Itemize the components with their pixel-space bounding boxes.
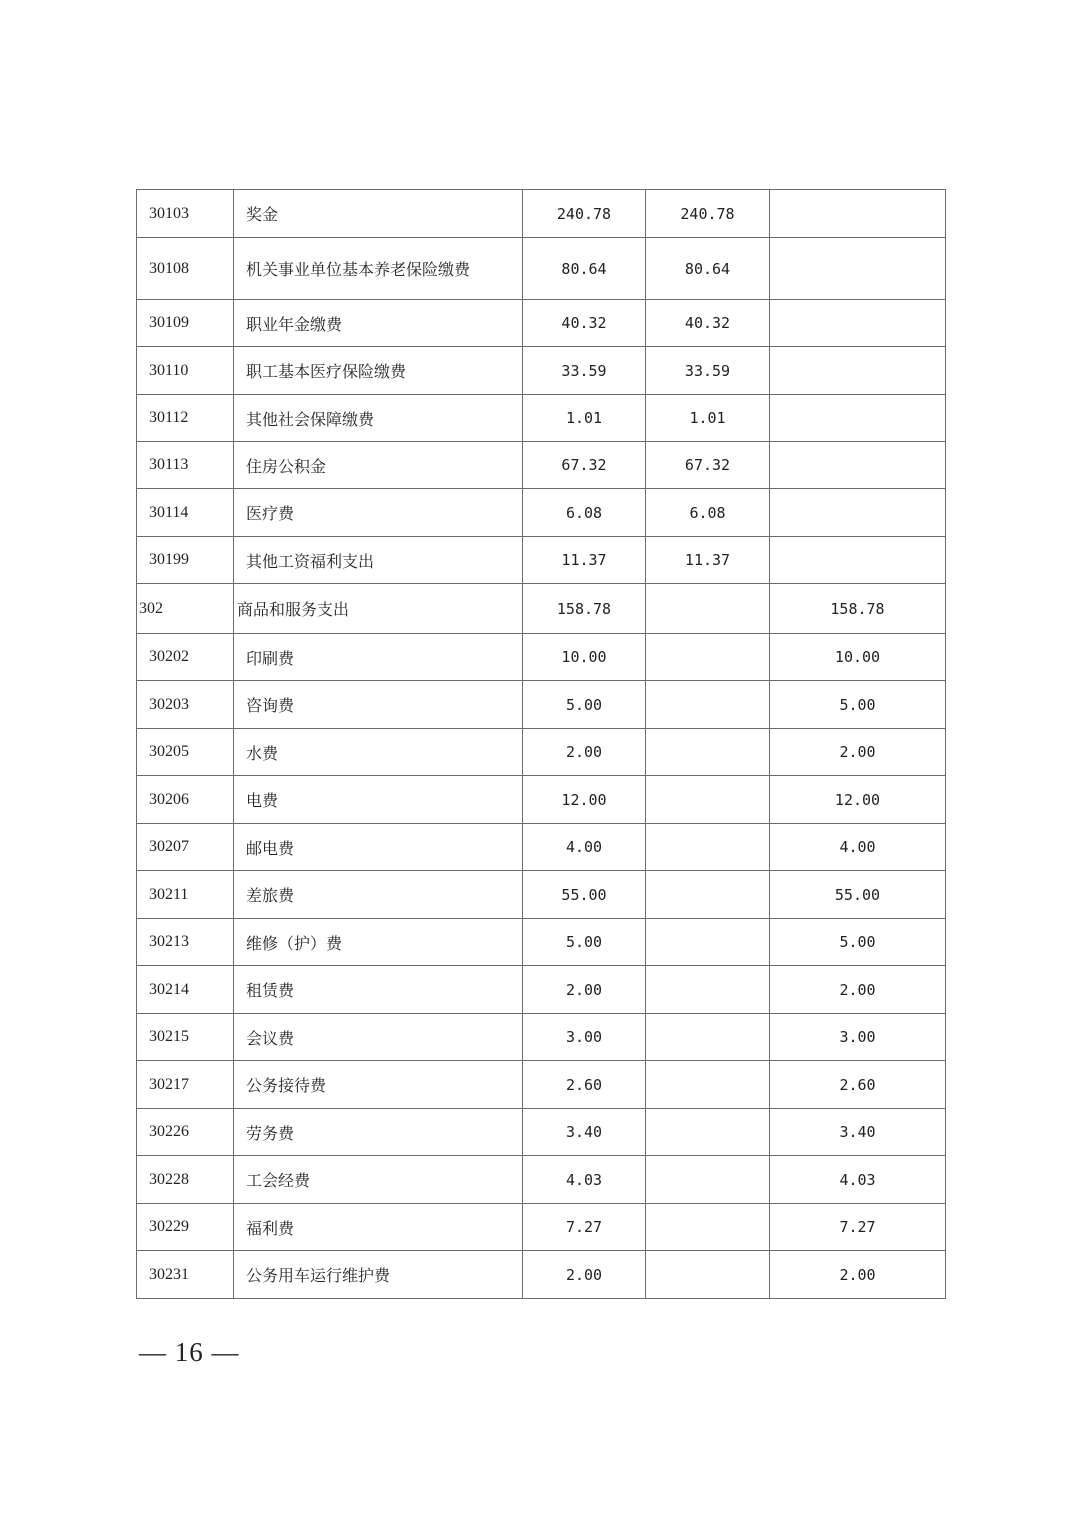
project-expenditure-cell: 2.00 (770, 1251, 946, 1299)
total-amount-cell: 240.78 (523, 190, 646, 238)
account-code-cell: 30229 (137, 1204, 234, 1251)
account-code-cell: 30211 (137, 871, 234, 919)
basic-expenditure-cell (646, 1109, 770, 1156)
table-row (137, 347, 946, 395)
page-number: — 16 — (139, 1337, 240, 1367)
basic-expenditure-cell (646, 634, 770, 681)
basic-expenditure-cell: 80.64 (646, 238, 770, 300)
account-name-cell: 邮电费 (234, 824, 523, 871)
account-name-cell: 商品和服务支出 (234, 584, 523, 634)
basic-expenditure-cell: 33.59 (646, 347, 770, 395)
table-row (137, 634, 946, 681)
account-name-cell: 劳务费 (234, 1109, 523, 1156)
account-code-cell: 30103 (137, 190, 234, 238)
basic-expenditure-cell (646, 1014, 770, 1061)
account-code-cell: 30214 (137, 966, 234, 1014)
basic-expenditure-cell: 240.78 (646, 190, 770, 238)
project-expenditure-cell: 55.00 (770, 871, 946, 919)
total-amount-cell: 2.00 (523, 729, 646, 776)
account-name-cell: 机关事业单位基本养老保险缴费 (234, 238, 523, 300)
project-expenditure-cell: 3.00 (770, 1014, 946, 1061)
account-name-cell: 会议费 (234, 1014, 523, 1061)
account-code-cell: 30110 (137, 347, 234, 395)
account-code-cell: 30217 (137, 1061, 234, 1109)
project-expenditure-cell (770, 537, 946, 584)
project-expenditure-cell: 158.78 (770, 584, 946, 634)
account-code-cell: 30206 (137, 776, 234, 824)
table-row (137, 395, 946, 442)
project-expenditure-cell: 12.00 (770, 776, 946, 824)
basic-expenditure-cell (646, 919, 770, 966)
basic-expenditure-cell (646, 584, 770, 634)
account-name-cell: 公务接待费 (234, 1061, 523, 1109)
basic-expenditure-cell (646, 966, 770, 1014)
table-row (137, 681, 946, 729)
project-expenditure-cell (770, 347, 946, 395)
table-row (137, 966, 946, 1014)
table-row (137, 824, 946, 871)
basic-expenditure-cell: 11.37 (646, 537, 770, 584)
table-row (137, 584, 946, 634)
account-code-cell: 30226 (137, 1109, 234, 1156)
account-name-cell: 住房公积金 (234, 442, 523, 489)
project-expenditure-cell (770, 489, 946, 537)
basic-expenditure-cell: 6.08 (646, 489, 770, 537)
basic-expenditure-cell (646, 871, 770, 919)
basic-expenditure-cell (646, 1061, 770, 1109)
account-code-cell: 30228 (137, 1156, 234, 1204)
total-amount-cell: 67.32 (523, 442, 646, 489)
basic-expenditure-cell (646, 1251, 770, 1299)
account-name-cell: 其他工资福利支出 (234, 537, 523, 584)
account-name-cell: 医疗费 (234, 489, 523, 537)
account-name-cell: 奖金 (234, 190, 523, 238)
project-expenditure-cell: 2.00 (770, 729, 946, 776)
total-amount-cell: 3.00 (523, 1014, 646, 1061)
account-code-cell: 30203 (137, 681, 234, 729)
table-row (137, 537, 946, 584)
total-amount-cell: 40.32 (523, 300, 646, 347)
project-expenditure-cell: 4.00 (770, 824, 946, 871)
total-amount-cell: 55.00 (523, 871, 646, 919)
total-amount-cell: 11.37 (523, 537, 646, 584)
basic-expenditure-cell (646, 1204, 770, 1251)
table-row (137, 871, 946, 919)
account-code-cell: 302 (137, 584, 234, 634)
account-name-cell: 公务用车运行维护费 (234, 1251, 523, 1299)
table-row (137, 776, 946, 824)
table-row (137, 1014, 946, 1061)
basic-expenditure-cell (646, 729, 770, 776)
total-amount-cell: 1.01 (523, 395, 646, 442)
table-row (137, 489, 946, 537)
project-expenditure-cell: 5.00 (770, 681, 946, 729)
budget-table (136, 189, 946, 1299)
account-name-cell: 职业年金缴费 (234, 300, 523, 347)
basic-expenditure-cell: 67.32 (646, 442, 770, 489)
account-code-cell: 30109 (137, 300, 234, 347)
account-code-cell: 30205 (137, 729, 234, 776)
table-row (137, 1156, 946, 1204)
table-row (137, 729, 946, 776)
total-amount-cell: 80.64 (523, 238, 646, 300)
table-row (137, 1204, 946, 1251)
basic-expenditure-cell (646, 824, 770, 871)
account-name-cell: 维修（护）费 (234, 919, 523, 966)
table-row (137, 919, 946, 966)
account-name-cell: 工会经费 (234, 1156, 523, 1204)
table-row (137, 300, 946, 347)
basic-expenditure-cell: 1.01 (646, 395, 770, 442)
total-amount-cell: 5.00 (523, 919, 646, 966)
account-name-cell: 水费 (234, 729, 523, 776)
total-amount-cell: 6.08 (523, 489, 646, 537)
total-amount-cell: 2.00 (523, 1251, 646, 1299)
total-amount-cell: 12.00 (523, 776, 646, 824)
project-expenditure-cell: 2.60 (770, 1061, 946, 1109)
total-amount-cell: 10.00 (523, 634, 646, 681)
account-code-cell: 30213 (137, 919, 234, 966)
basic-expenditure-cell (646, 776, 770, 824)
total-amount-cell: 33.59 (523, 347, 646, 395)
table-row (137, 1109, 946, 1156)
total-amount-cell: 3.40 (523, 1109, 646, 1156)
basic-expenditure-cell: 40.32 (646, 300, 770, 347)
basic-expenditure-cell (646, 681, 770, 729)
total-amount-cell: 4.03 (523, 1156, 646, 1204)
project-expenditure-cell (770, 300, 946, 347)
account-name-cell: 职工基本医疗保险缴费 (234, 347, 523, 395)
project-expenditure-cell: 10.00 (770, 634, 946, 681)
project-expenditure-cell: 3.40 (770, 1109, 946, 1156)
table-row (137, 1061, 946, 1109)
table-body (137, 190, 946, 1299)
total-amount-cell: 4.00 (523, 824, 646, 871)
account-name-cell: 电费 (234, 776, 523, 824)
total-amount-cell: 5.00 (523, 681, 646, 729)
account-code-cell: 30231 (137, 1251, 234, 1299)
account-code-cell: 30112 (137, 395, 234, 442)
account-code-cell: 30199 (137, 537, 234, 584)
total-amount-cell: 7.27 (523, 1204, 646, 1251)
project-expenditure-cell (770, 190, 946, 238)
project-expenditure-cell (770, 395, 946, 442)
table-row (137, 442, 946, 489)
total-amount-cell: 2.00 (523, 966, 646, 1014)
account-name-cell: 租赁费 (234, 966, 523, 1014)
table-row (137, 190, 946, 238)
project-expenditure-cell: 4.03 (770, 1156, 946, 1204)
project-expenditure-cell (770, 238, 946, 300)
account-code-cell: 30113 (137, 442, 234, 489)
project-expenditure-cell (770, 442, 946, 489)
account-code-cell: 30207 (137, 824, 234, 871)
project-expenditure-cell: 7.27 (770, 1204, 946, 1251)
project-expenditure-cell: 2.00 (770, 966, 946, 1014)
account-name-cell: 咨询费 (234, 681, 523, 729)
account-name-cell: 差旅费 (234, 871, 523, 919)
account-name-cell: 福利费 (234, 1204, 523, 1251)
basic-expenditure-cell (646, 1156, 770, 1204)
total-amount-cell: 158.78 (523, 584, 646, 634)
account-code-cell: 30114 (137, 489, 234, 537)
table-row (137, 238, 946, 300)
table-row (137, 1251, 946, 1299)
account-code-cell: 30215 (137, 1014, 234, 1061)
total-amount-cell: 2.60 (523, 1061, 646, 1109)
account-name-cell: 印刷费 (234, 634, 523, 681)
project-expenditure-cell: 5.00 (770, 919, 946, 966)
account-code-cell: 30108 (137, 238, 234, 300)
account-code-cell: 30202 (137, 634, 234, 681)
account-name-cell: 其他社会保障缴费 (234, 395, 523, 442)
